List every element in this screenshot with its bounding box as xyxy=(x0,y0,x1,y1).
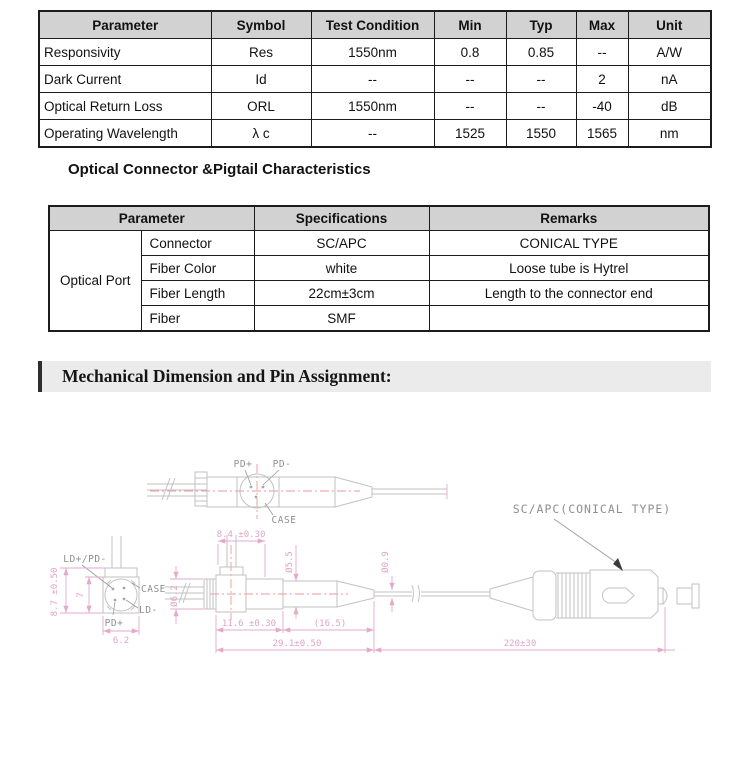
col-header-unit: Unit xyxy=(628,11,711,39)
table-cell: 1565 xyxy=(576,120,628,148)
dia-5-5: Ø5.5 xyxy=(285,551,295,573)
col-header-specifications: Specifications xyxy=(254,206,429,231)
pd-plus-label: PD+ xyxy=(233,459,253,470)
table-cell: CONICAL TYPE xyxy=(429,231,709,256)
row-group-label: Optical Port xyxy=(49,231,141,332)
dim-8-7: 8.7 ±0.50 xyxy=(50,567,60,617)
table-cell: -- xyxy=(506,66,576,93)
col-header-parameter: Parameter xyxy=(39,11,211,39)
table-cell: 1550 xyxy=(506,120,576,148)
table-cell: -- xyxy=(434,93,506,120)
table-cell: -- xyxy=(506,93,576,120)
table-cell: dB xyxy=(628,93,711,120)
table-cell: A/W xyxy=(628,39,711,66)
table-cell xyxy=(429,306,709,332)
dim-11-6: 11.6 ±0.30 xyxy=(221,619,277,629)
dim-220: 220±30 xyxy=(503,639,537,649)
table-cell: 1550nm xyxy=(311,93,434,120)
table-cell: Operating Wavelength xyxy=(39,120,211,148)
table-cell: 22cm±3cm xyxy=(254,281,429,306)
section-banner-mechanical xyxy=(38,361,711,392)
case-label: CASE xyxy=(271,515,297,526)
table-cell: -- xyxy=(311,66,434,93)
parameter-table xyxy=(38,10,712,148)
table-cell: Length to the connector end xyxy=(429,281,709,306)
dia-6-2: Ø6.2 xyxy=(170,585,180,607)
table-row xyxy=(49,306,709,332)
mechanical-drawing xyxy=(0,440,750,670)
dim-8-4: 8.4 ±0.30 xyxy=(216,530,266,540)
table-cell: -40 xyxy=(576,93,628,120)
table-header-row xyxy=(39,11,711,39)
dim-16-5: (16.5) xyxy=(313,619,347,629)
col-header-parameter: Parameter xyxy=(49,206,254,231)
table-header-row xyxy=(49,206,709,231)
table-cell: -- xyxy=(311,120,434,148)
table-cell: 0.85 xyxy=(506,39,576,66)
table-cell: Responsivity xyxy=(39,39,211,66)
table-cell: λ c xyxy=(211,120,311,148)
table-row xyxy=(39,93,711,120)
table-cell: SC/APC xyxy=(254,231,429,256)
col-header-remarks: Remarks xyxy=(429,206,709,231)
pd-minus-label: PD- xyxy=(272,459,292,470)
dim-6-2: 6.2 xyxy=(112,636,130,646)
table-cell: Fiber xyxy=(141,306,254,332)
table-row xyxy=(49,256,709,281)
ld-pd-label: LD+/PD- xyxy=(63,554,107,565)
col-header-symbol: Symbol xyxy=(211,11,311,39)
table-cell: Connector xyxy=(141,231,254,256)
table-cell: 2 xyxy=(576,66,628,93)
table-cell: 1525 xyxy=(434,120,506,148)
table-cell: nA xyxy=(628,66,711,93)
dia-0-9: Ø0.9 xyxy=(381,551,391,573)
table-cell: 1550nm xyxy=(311,39,434,66)
col-header-min: Min xyxy=(434,11,506,39)
table-cell: -- xyxy=(434,66,506,93)
table-row xyxy=(49,231,709,256)
table-cell: 0.8 xyxy=(434,39,506,66)
col-header-test-condition: Test Condition xyxy=(311,11,434,39)
table-cell: Optical Return Loss xyxy=(39,93,211,120)
table-cell: Fiber Color xyxy=(141,256,254,281)
table-cell: -- xyxy=(576,39,628,66)
table-row xyxy=(39,39,711,66)
end-view xyxy=(50,536,166,646)
dim-7: 7 xyxy=(76,592,86,598)
side-view xyxy=(165,530,490,653)
table-cell: Fiber Length xyxy=(141,281,254,306)
table-row xyxy=(39,120,711,148)
col-header-max: Max xyxy=(576,11,628,39)
sc-connector xyxy=(374,502,699,653)
table-row xyxy=(49,281,709,306)
connector-table xyxy=(48,205,710,332)
table-cell: nm xyxy=(628,120,711,148)
table-row xyxy=(39,66,711,93)
table-cell: white xyxy=(254,256,429,281)
case-side-label: CASE xyxy=(141,584,166,595)
pd-plus-side-label: PD+ xyxy=(104,618,124,629)
section-title-optical-connector: Optical Connector &Pigtail Characteristics xyxy=(68,161,371,178)
table-cell: Dark Current xyxy=(39,66,211,93)
ld-minus-label: LD- xyxy=(139,605,158,616)
table-cell: SMF xyxy=(254,306,429,332)
table-cell: ORL xyxy=(211,93,311,120)
table-cell: Loose tube is Hytrel xyxy=(429,256,709,281)
col-header-typ: Typ xyxy=(506,11,576,39)
table-cell: Id xyxy=(211,66,311,93)
table-cell: Res xyxy=(211,39,311,66)
dim-29-1: 29.1±0.50 xyxy=(272,639,322,649)
sc-apc-label: SC/APC(CONICAL TYPE) xyxy=(512,502,672,516)
top-view xyxy=(147,459,447,526)
section-title-mechanical: Mechanical Dimension and Pin Assignment: xyxy=(62,366,392,386)
